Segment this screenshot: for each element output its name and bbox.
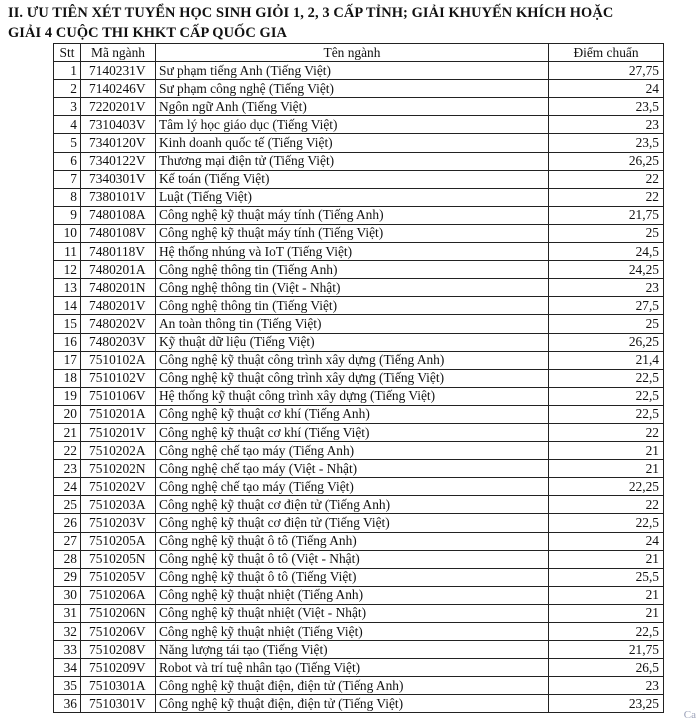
table-row xyxy=(54,80,664,98)
row-score: 27,75 xyxy=(549,62,664,80)
row-code: 7480108V xyxy=(81,224,156,242)
row-score: 21 xyxy=(549,586,664,604)
table-row xyxy=(54,351,664,369)
row-major-name: Công nghệ kỹ thuật nhiệt (Việt - Nhật) xyxy=(156,604,549,622)
row-score: 22,5 xyxy=(549,405,664,423)
row-code: 7510301V xyxy=(81,695,156,713)
row-code: 7340120V xyxy=(81,134,156,152)
row-stt: 32 xyxy=(54,623,81,641)
table-row xyxy=(54,442,664,460)
corner-mark: Ca xyxy=(683,709,696,721)
row-stt: 1 xyxy=(54,62,81,80)
table-row xyxy=(54,478,664,496)
row-stt: 29 xyxy=(54,568,81,586)
row-stt: 6 xyxy=(54,152,81,170)
row-major-name: Sư phạm công nghệ (Tiếng Việt) xyxy=(156,80,549,98)
row-score: 25 xyxy=(549,224,664,242)
row-stt: 36 xyxy=(54,695,81,713)
row-major-name: Công nghệ kỹ thuật cơ khí (Tiếng Anh) xyxy=(156,405,549,423)
row-major-name: Công nghệ kỹ thuật nhiệt (Tiếng Anh) xyxy=(156,586,549,604)
row-code: 7510202V xyxy=(81,478,156,496)
row-stt: 9 xyxy=(54,206,81,224)
row-stt: 11 xyxy=(54,243,81,261)
admission-score-table xyxy=(53,43,664,713)
row-stt: 22 xyxy=(54,442,81,460)
row-stt: 23 xyxy=(54,460,81,478)
table-row xyxy=(54,98,664,116)
table-row xyxy=(54,152,664,170)
row-code: 7510102V xyxy=(81,369,156,387)
row-score: 23,25 xyxy=(549,695,664,713)
row-code: 7510206N xyxy=(81,604,156,622)
row-major-name: Công nghệ thông tin (Tiếng Việt) xyxy=(156,297,549,315)
row-code: 7510206V xyxy=(81,623,156,641)
row-stt: 34 xyxy=(54,659,81,677)
row-score: 23 xyxy=(549,677,664,695)
row-code: 7140246V xyxy=(81,80,156,98)
row-code: 7480108A xyxy=(81,206,156,224)
row-major-name: Công nghệ kỹ thuật ô tô (Tiếng Anh) xyxy=(156,532,549,550)
table-row xyxy=(54,604,664,622)
row-code: 7510106V xyxy=(81,387,156,405)
row-code: 7510202N xyxy=(81,460,156,478)
row-major-name: Công nghệ kỹ thuật cơ khí (Tiếng Việt) xyxy=(156,423,549,441)
table-row xyxy=(54,496,664,514)
row-major-name: Công nghệ kỹ thuật nhiệt (Tiếng Việt) xyxy=(156,623,549,641)
table-row xyxy=(54,188,664,206)
table-row xyxy=(54,62,664,80)
table-row xyxy=(54,243,664,261)
row-stt: 10 xyxy=(54,224,81,242)
table-row xyxy=(54,116,664,134)
table-row xyxy=(54,134,664,152)
row-score: 22,5 xyxy=(549,387,664,405)
row-score: 21,4 xyxy=(549,351,664,369)
row-score: 22,5 xyxy=(549,514,664,532)
row-stt: 27 xyxy=(54,532,81,550)
table-row xyxy=(54,333,664,351)
row-major-name: Công nghệ thông tin (Việt - Nhật) xyxy=(156,279,549,297)
row-score: 24,5 xyxy=(549,243,664,261)
row-score: 24,25 xyxy=(549,261,664,279)
table-row xyxy=(54,659,664,677)
row-score: 22,5 xyxy=(549,369,664,387)
row-stt: 14 xyxy=(54,297,81,315)
row-stt: 17 xyxy=(54,351,81,369)
header-score: Điểm chuẩn xyxy=(549,44,664,62)
row-major-name: Công nghệ chế tạo máy (Tiếng Việt) xyxy=(156,478,549,496)
row-code: 7510205N xyxy=(81,550,156,568)
row-stt: 12 xyxy=(54,261,81,279)
table-row xyxy=(54,532,664,550)
row-code: 7510203V xyxy=(81,514,156,532)
row-score: 24 xyxy=(549,532,664,550)
row-major-name: Công nghệ kỹ thuật ô tô (Tiếng Việt) xyxy=(156,568,549,586)
row-stt: 13 xyxy=(54,279,81,297)
row-score: 27,5 xyxy=(549,297,664,315)
table-row xyxy=(54,261,664,279)
table-row xyxy=(54,641,664,659)
table-row xyxy=(54,405,664,423)
heading-line-1: II. ƯU TIÊN XÉT TUYỂN HỌC SINH GIỎI 1, 2, 3 CẤP TỈNH; GIẢI KHUYẾN KHÍCH HOẶC xyxy=(8,5,614,21)
row-major-name: An toàn thông tin (Tiếng Việt) xyxy=(156,315,549,333)
row-code: 7480201V xyxy=(81,297,156,315)
row-score: 25,5 xyxy=(549,568,664,586)
table-row xyxy=(54,387,664,405)
row-stt: 33 xyxy=(54,641,81,659)
table-row xyxy=(54,423,664,441)
row-score: 26,5 xyxy=(549,659,664,677)
table-row xyxy=(54,315,664,333)
row-code: 7510203A xyxy=(81,496,156,514)
header-stt: Stt xyxy=(54,44,81,62)
row-score: 22 xyxy=(549,170,664,188)
row-code: 7380101V xyxy=(81,188,156,206)
row-major-name: Thương mại điện tử (Tiếng Việt) xyxy=(156,152,549,170)
row-major-name: Sư phạm tiếng Anh (Tiếng Việt) xyxy=(156,62,549,80)
row-stt: 16 xyxy=(54,333,81,351)
table-row xyxy=(54,568,664,586)
row-major-name: Kinh doanh quốc tế (Tiếng Việt) xyxy=(156,134,549,152)
row-code: 7510205A xyxy=(81,532,156,550)
row-stt: 30 xyxy=(54,586,81,604)
row-score: 22,25 xyxy=(549,478,664,496)
table-row xyxy=(54,460,664,478)
row-stt: 19 xyxy=(54,387,81,405)
row-code: 7510102A xyxy=(81,351,156,369)
row-score: 26,25 xyxy=(549,152,664,170)
row-score: 21,75 xyxy=(549,206,664,224)
row-code: 7480202V xyxy=(81,315,156,333)
row-score: 24 xyxy=(549,80,664,98)
table-row xyxy=(54,297,664,315)
row-stt: 18 xyxy=(54,369,81,387)
row-score: 23 xyxy=(549,279,664,297)
row-code: 7480203V xyxy=(81,333,156,351)
row-stt: 7 xyxy=(54,170,81,188)
table-row xyxy=(54,224,664,242)
row-score: 21 xyxy=(549,442,664,460)
header-major-name: Tên ngành xyxy=(156,44,549,62)
table-row xyxy=(54,514,664,532)
row-major-name: Công nghệ kỹ thuật điện, điện tử (Tiếng Việt) xyxy=(156,695,549,713)
row-code: 7480201A xyxy=(81,261,156,279)
row-score: 22 xyxy=(549,423,664,441)
row-major-name: Công nghệ chế tạo máy (Việt - Nhật) xyxy=(156,460,549,478)
row-major-name: Hệ thống nhúng và IoT (Tiếng Việt) xyxy=(156,243,549,261)
row-major-name: Kế toán (Tiếng Việt) xyxy=(156,170,549,188)
table-row xyxy=(54,369,664,387)
row-score: 23 xyxy=(549,116,664,134)
table-row xyxy=(54,550,664,568)
row-code: 7480118V xyxy=(81,243,156,261)
row-code: 7510206A xyxy=(81,586,156,604)
table-row xyxy=(54,170,664,188)
row-major-name: Công nghệ kỹ thuật công trình xây dựng (Tiếng Việt) xyxy=(156,369,549,387)
row-stt: 4 xyxy=(54,116,81,134)
row-code: 7340301V xyxy=(81,170,156,188)
row-score: 22,5 xyxy=(549,623,664,641)
row-stt: 26 xyxy=(54,514,81,532)
table-row xyxy=(54,677,664,695)
row-major-name: Năng lượng tái tạo (Tiếng Việt) xyxy=(156,641,549,659)
row-stt: 35 xyxy=(54,677,81,695)
row-major-name: Công nghệ thông tin (Tiếng Anh) xyxy=(156,261,549,279)
row-stt: 24 xyxy=(54,478,81,496)
row-stt: 20 xyxy=(54,405,81,423)
row-score: 26,25 xyxy=(549,333,664,351)
row-code: 7510209V xyxy=(81,659,156,677)
row-code: 7510202A xyxy=(81,442,156,460)
row-major-name: Công nghệ kỹ thuật máy tính (Tiếng Anh) xyxy=(156,206,549,224)
row-code: 7220201V xyxy=(81,98,156,116)
row-score: 21 xyxy=(549,604,664,622)
row-stt: 2 xyxy=(54,80,81,98)
row-score: 22 xyxy=(549,496,664,514)
row-major-name: Robot và trí tuệ nhân tạo (Tiếng Việt) xyxy=(156,659,549,677)
row-stt: 3 xyxy=(54,98,81,116)
row-major-name: Công nghệ kỹ thuật cơ điện tử (Tiếng Anh) xyxy=(156,496,549,514)
header-code: Mã ngành xyxy=(81,44,156,62)
row-major-name: Công nghệ kỹ thuật cơ điện tử (Tiếng Việt) xyxy=(156,514,549,532)
row-code: 7510205V xyxy=(81,568,156,586)
row-major-name: Hệ thống kỹ thuật công trình xây dựng (Tiếng Việt) xyxy=(156,387,549,405)
table-row xyxy=(54,695,664,713)
table-header-row xyxy=(54,44,664,62)
table-row xyxy=(54,279,664,297)
row-stt: 25 xyxy=(54,496,81,514)
row-code: 7510301A xyxy=(81,677,156,695)
row-score: 21 xyxy=(549,460,664,478)
row-stt: 21 xyxy=(54,423,81,441)
row-major-name: Luật (Tiếng Việt) xyxy=(156,188,549,206)
table-row xyxy=(54,623,664,641)
section-heading xyxy=(8,3,688,43)
row-major-name: Công nghệ kỹ thuật ô tô (Việt - Nhật) xyxy=(156,550,549,568)
row-score: 25 xyxy=(549,315,664,333)
row-stt: 5 xyxy=(54,134,81,152)
row-stt: 15 xyxy=(54,315,81,333)
row-stt: 28 xyxy=(54,550,81,568)
row-score: 23,5 xyxy=(549,134,664,152)
row-major-name: Công nghệ kỹ thuật máy tính (Tiếng Việt) xyxy=(156,224,549,242)
row-major-name: Tâm lý học giáo dục (Tiếng Việt) xyxy=(156,116,549,134)
row-major-name: Kỹ thuật dữ liệu (Tiếng Việt) xyxy=(156,333,549,351)
row-stt: 8 xyxy=(54,188,81,206)
table-row xyxy=(54,206,664,224)
row-score: 23,5 xyxy=(549,98,664,116)
row-code: 7480201N xyxy=(81,279,156,297)
table-row xyxy=(54,586,664,604)
row-stt: 31 xyxy=(54,604,81,622)
row-code: 7140231V xyxy=(81,62,156,80)
row-code: 7310403V xyxy=(81,116,156,134)
row-score: 21,75 xyxy=(549,641,664,659)
row-major-name: Công nghệ chế tạo máy (Tiếng Anh) xyxy=(156,442,549,460)
row-code: 7510208V xyxy=(81,641,156,659)
heading-line-2: GIẢI 4 CUỘC THI KHKT CẤP QUỐC GIA xyxy=(8,25,288,41)
row-score: 21 xyxy=(549,550,664,568)
row-code: 7510201A xyxy=(81,405,156,423)
row-major-name: Công nghệ kỹ thuật công trình xây dựng (Tiếng Anh) xyxy=(156,351,549,369)
row-major-name: Công nghệ kỹ thuật điện, điện tử (Tiếng Anh) xyxy=(156,677,549,695)
row-code: 7510201V xyxy=(81,423,156,441)
row-score: 22 xyxy=(549,188,664,206)
row-code: 7340122V xyxy=(81,152,156,170)
row-major-name: Ngôn ngữ Anh (Tiếng Việt) xyxy=(156,98,549,116)
